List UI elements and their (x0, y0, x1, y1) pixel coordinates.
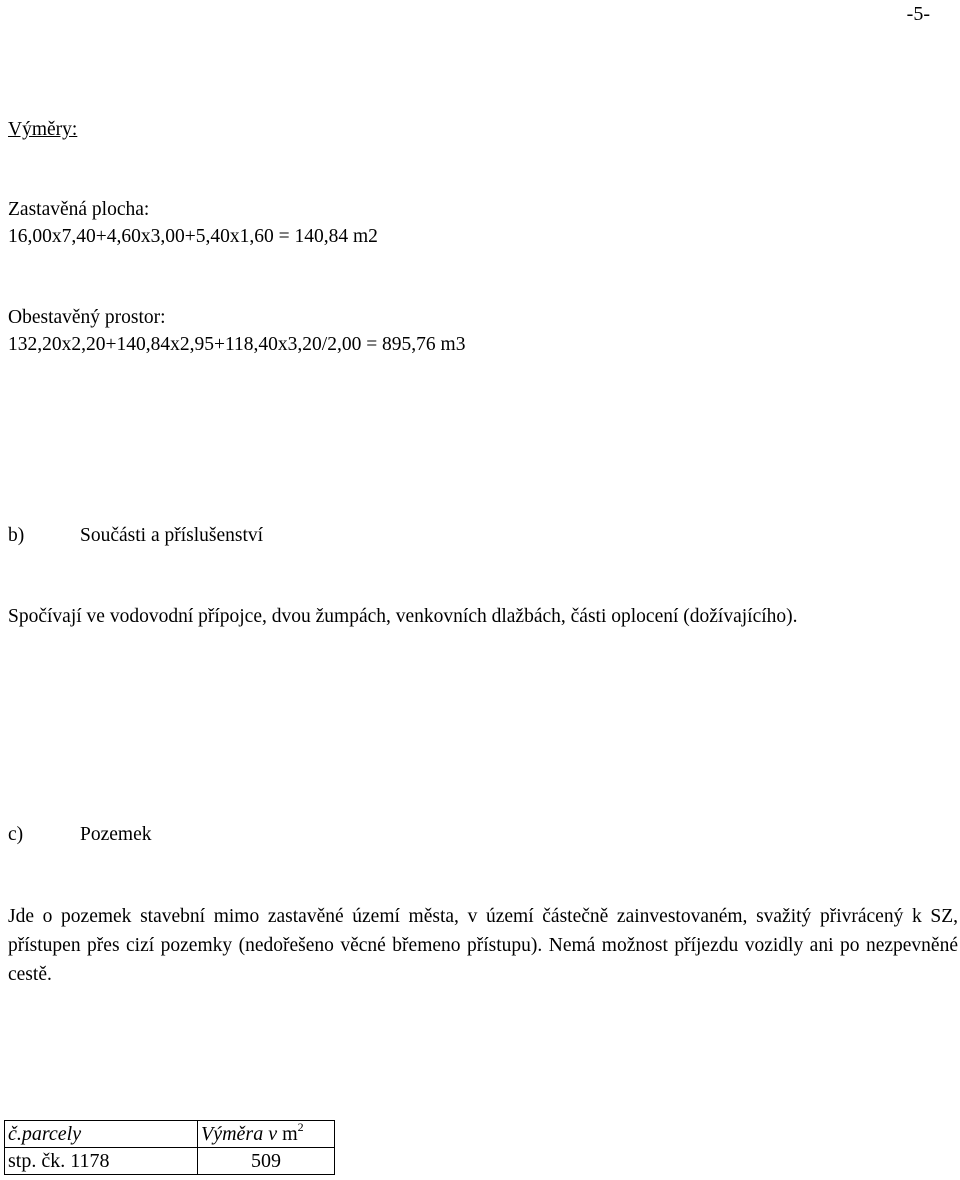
table-header-row (5, 1121, 335, 1148)
section-b-paragraph: Spočívají ve vodovodní přípojce, dvou žumpách, venkovních dlažbách, části oplocení (dožívajícího). (8, 606, 798, 627)
table-row (5, 1148, 335, 1175)
enclosed-space-label: Obestavěný prostor: (8, 307, 166, 328)
enclosed-space-formula: 132,20x2,20+140,84x2,95+118,40x3,20/2,00 = 895,76 m3 (8, 334, 466, 355)
header-area-label: Výměra v (201, 1123, 278, 1145)
measurements-heading: Výměry: (8, 119, 78, 140)
page-number: -5- (906, 3, 930, 25)
built-area-label: Zastavěná plocha: (8, 199, 150, 220)
row-parcel: stp. čk. 1178 (5, 1148, 198, 1175)
section-b-letter: b) (8, 525, 25, 546)
header-area-unit-exponent: 2 (297, 1120, 304, 1134)
row-area: 509 (198, 1148, 335, 1175)
header-area-unit: m (282, 1123, 298, 1145)
parcel-table (4, 1120, 335, 1175)
header-parcel: č.parcely (5, 1121, 198, 1148)
header-area (198, 1121, 335, 1148)
section-c-letter: c) (8, 824, 24, 845)
section-c-paragraph: Jde o pozemek stavební mimo zastavěné území města, v území částečně zainvestovaném, svažitý přivrácený k SZ, přístupen přes cizí pozemky (nedořešeno věcné břemeno přístupu). Nemá možnost příjezdu vozidly ani po nezpevněné cestě. (8, 906, 958, 985)
section-c-title: Pozemek (80, 824, 152, 845)
section-b-title: Součásti a příslušenství (80, 525, 264, 546)
built-area-formula: 16,00x7,40+4,60x3,00+5,40x1,60 = 140,84 m2 (8, 226, 378, 247)
